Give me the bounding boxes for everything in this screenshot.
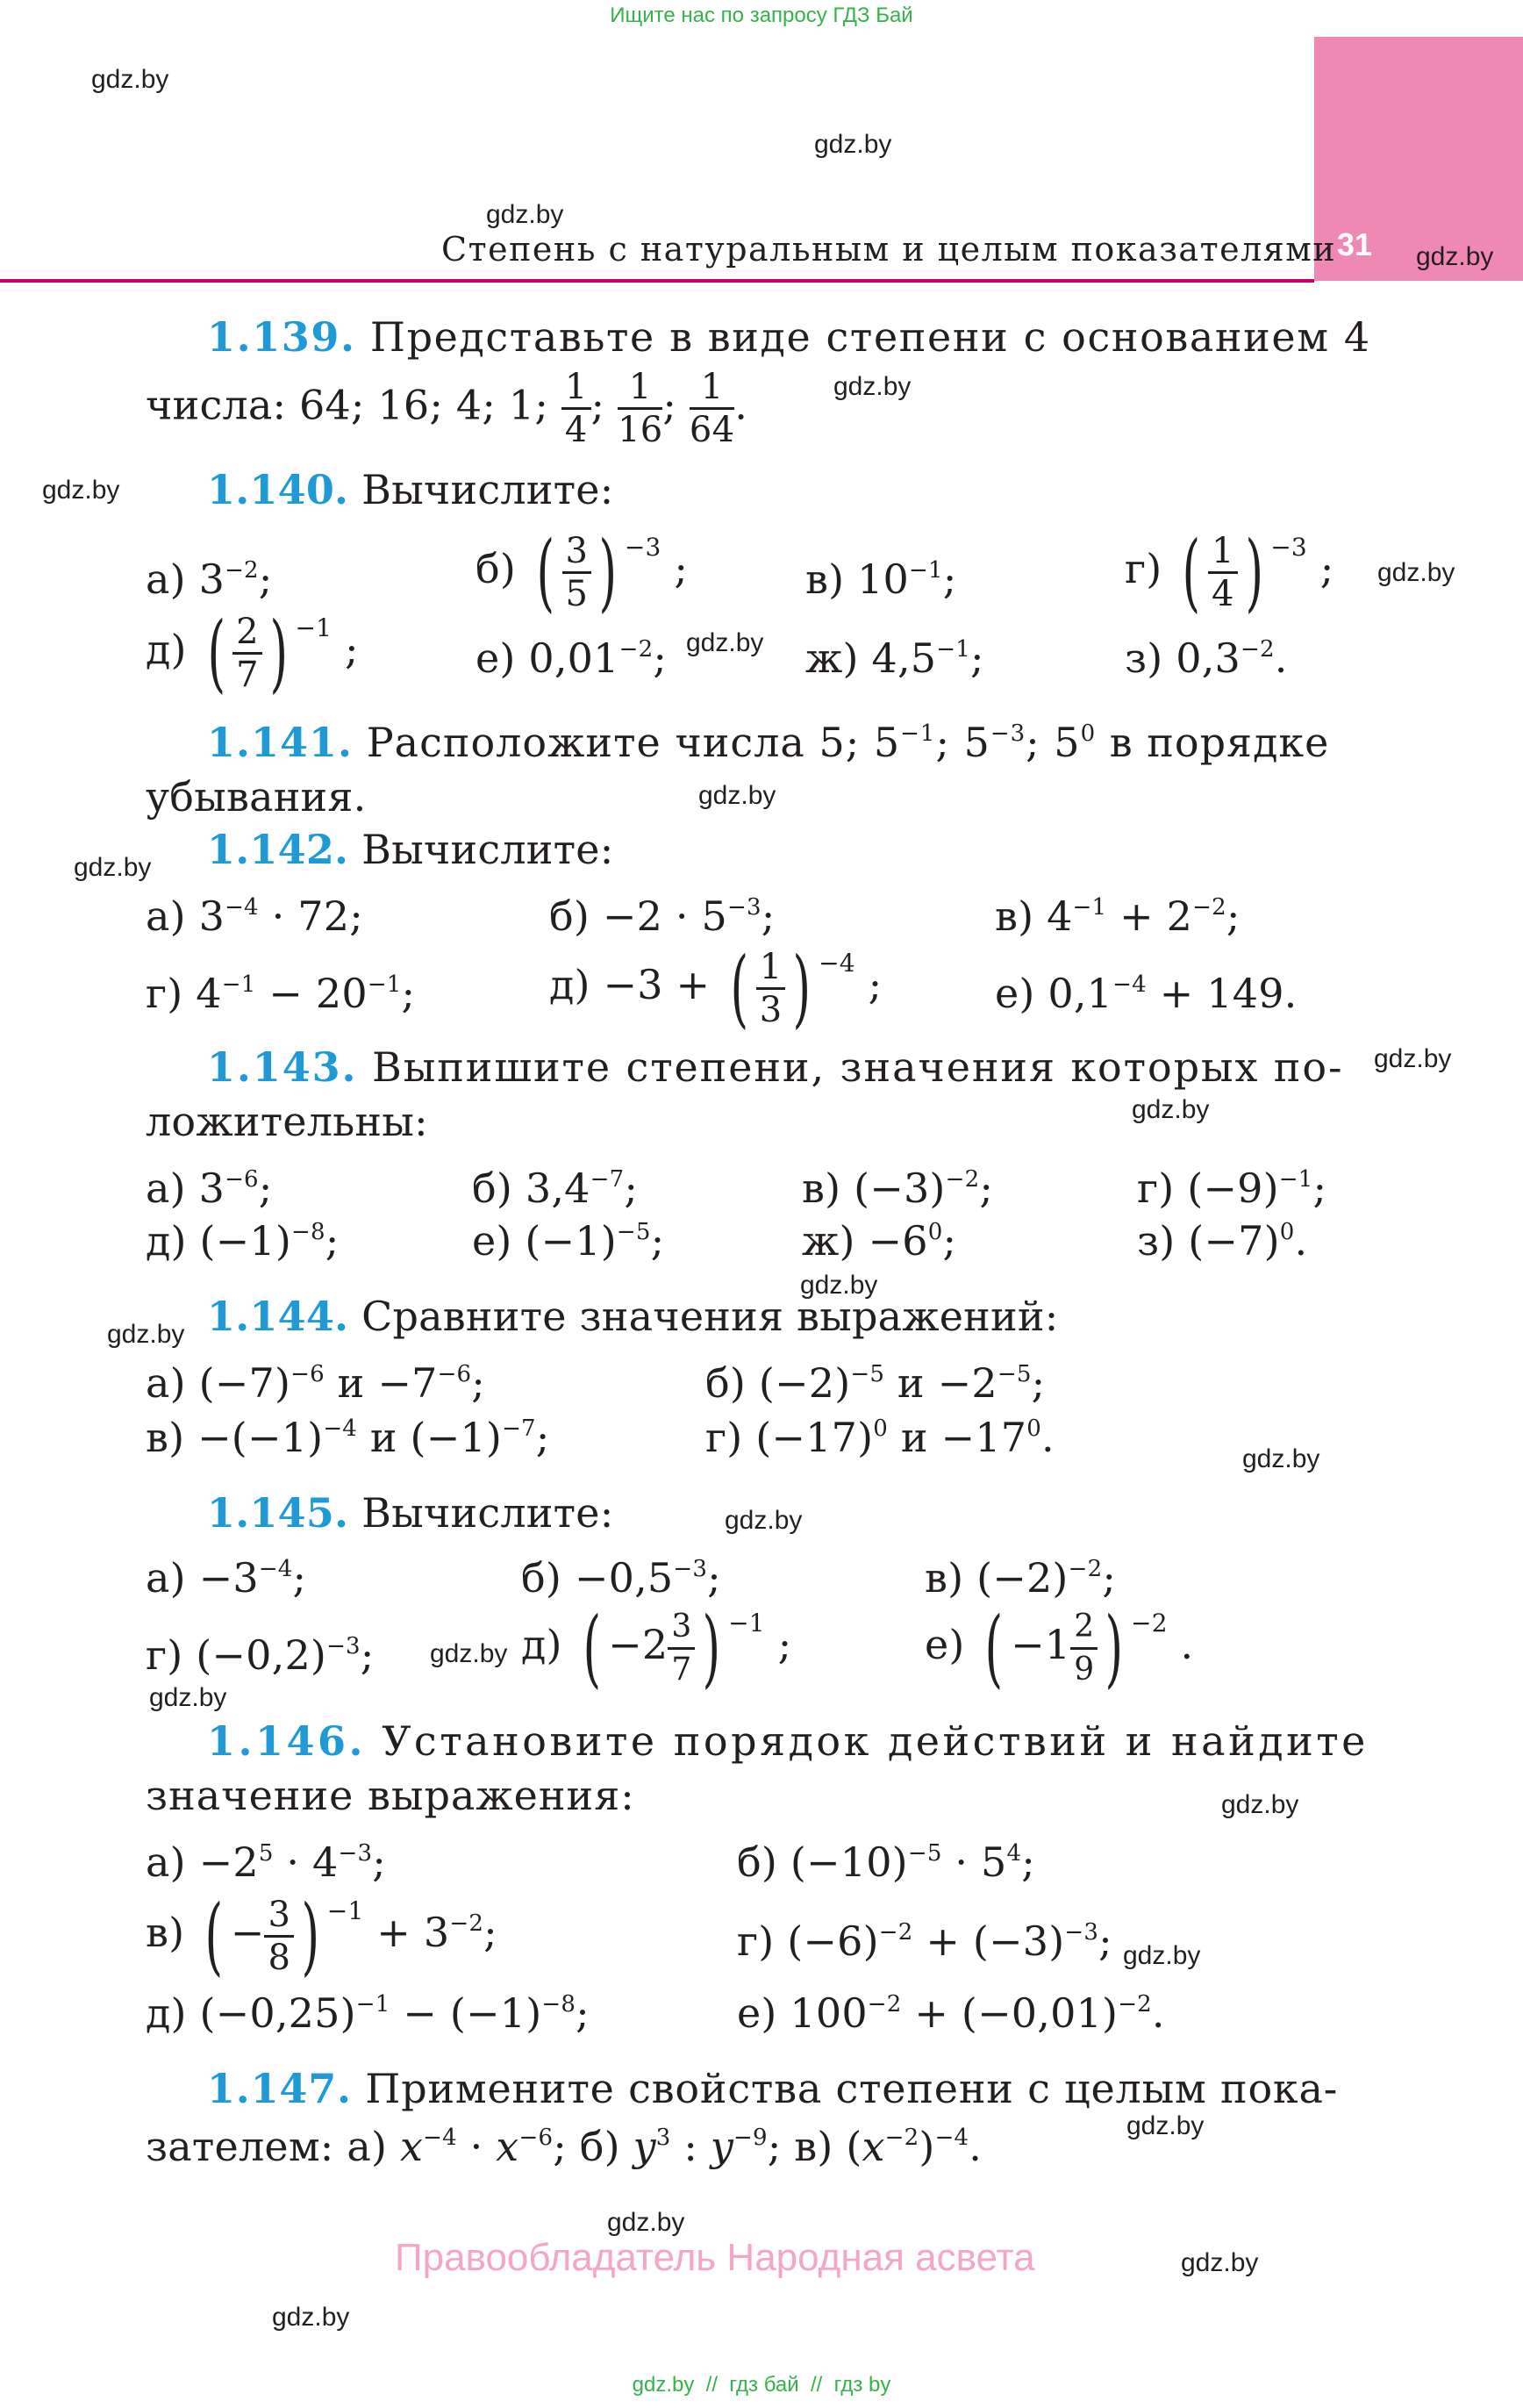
problem-text: Сравните значения выражений: — [361, 1293, 1059, 1340]
watermark: gdz.by — [1374, 1044, 1452, 1073]
watermark: gdz.by — [149, 1683, 227, 1712]
expr: г) $(-17)^0$ $и -17^0$. — [705, 1414, 1055, 1461]
watermark: gdz.by — [814, 130, 892, 159]
expr: г) $4^{-1} - 20^{-1}$; — [146, 970, 416, 1017]
problem-1-139-line1 — [207, 312, 1371, 362]
expr: д) ( $\frac{2}{7}$ ) −1 ; — [146, 604, 359, 702]
expr: д) ( −2 $\frac{3}{7}$ ) −1 ; — [521, 1599, 792, 1697]
problem-1-142-heading — [207, 825, 613, 874]
expr: д) −3 + ( $\frac{1}{3}$ ) −4 ; — [549, 939, 883, 1037]
watermark: gdz.by — [42, 476, 120, 505]
expr: з) $(-7)^0$. — [1137, 1217, 1308, 1265]
problem-text: Представьте в виде степени с основанием 4 — [369, 313, 1371, 361]
problem-number: 1.140. — [207, 466, 349, 513]
expr: $б) -2 \cdot 5^{-3}$; — [549, 892, 776, 940]
watermark: gdz.by — [698, 781, 776, 810]
problem-1-146-line2: значение выражения: — [146, 1772, 635, 1819]
expr: а) $3^{-6}$; — [146, 1165, 273, 1212]
expr: $а) -3^{-4}$; — [146, 1554, 307, 1602]
expr: з) $0,3^{-2}$. — [1125, 634, 1288, 682]
expr: б) $(-2)^{-5}$ $и -2^{-5}$; — [705, 1359, 1046, 1407]
problem-number: 1.147. — [207, 2065, 352, 2112]
problem-1-147-line2: зателем: а) $x^{-4} \cdot x^{-6}$; б) $y^3$ : $y^{-9}$; в) $(x^{-2})^{-4}$. — [146, 2123, 983, 2170]
expr: г) ( $\frac{1}{4}$ ) −3 ; — [1125, 523, 1334, 621]
expr: в) $4^{-1} + 2^{-2}$; — [995, 892, 1241, 940]
expr: в) $(-2)^{-2}$; — [925, 1554, 1117, 1602]
watermark: gdz.by — [272, 2303, 350, 2332]
problem-text: зателем: а) — [146, 2123, 388, 2170]
expr: е) $0,01^{-2}$; — [475, 634, 668, 682]
problem-number: 1.144. — [207, 1293, 349, 1340]
expr: $в) -(-1)^{-4}$ и $(-1)^{-7}$; — [146, 1414, 550, 1461]
expr: $а) -2^5 \cdot 4^{-3}$; — [146, 1838, 386, 1886]
expr: б) $3,4^{-7}$; — [472, 1165, 639, 1212]
expr: г) $(-0,2)^{-3}$; — [146, 1631, 375, 1679]
expr: б) ( $\frac{3}{5}$ ) −3 ; — [475, 523, 689, 621]
expr: ж) $4,5^{-1}$; — [805, 634, 984, 682]
copyright: Правообладатель Народная асвета — [395, 2236, 1035, 2279]
expr: а) $(-7)^{-6}$ $и -7^{-6}$; — [146, 1359, 485, 1407]
problem-1-147-line1 — [207, 2064, 1338, 2113]
footer-links[interactable]: gdz.by // гдз бай // гдз by — [632, 2373, 891, 2397]
page-number: 31 — [1337, 226, 1373, 262]
problem-text: Вычислите: — [361, 1489, 614, 1537]
problem-text: Вычислите: — [361, 826, 614, 873]
problem-1-139-line2: числа: 64; 16; 4; 1; $\frac{1}{4}$ ; $\frac{1}{16}$ ; $\frac{1}{64}$ . — [146, 367, 748, 450]
watermark: gdz.by — [607, 2208, 685, 2237]
expr: $б) -0,5^{-3}$; — [521, 1554, 721, 1602]
problem-text: числа: 64; 16; 4; 1; — [146, 381, 549, 429]
watermark: gdz.by — [1242, 1444, 1320, 1473]
problem-number: 1.143. — [207, 1043, 358, 1091]
problem-number: 1.146. — [207, 1717, 367, 1765]
watermark: gdz.by — [1123, 1941, 1201, 1970]
watermark: gdz.by — [1377, 558, 1455, 587]
problem-text: Расположите числа 5; 5 — [366, 719, 901, 766]
problem-text: Установите порядок действий и найдите — [382, 1717, 1369, 1765]
expr: а) $3^{-4} \cdot 72$; — [146, 892, 363, 940]
watermark: gdz.by — [1221, 1790, 1299, 1819]
expr: в) $10^{-1}$; — [805, 555, 957, 603]
expr: г) $(-6)^{-2} + (-3)^{-3}$; — [737, 1917, 1112, 1965]
problem-1-143-line1 — [207, 1043, 1343, 1092]
expr: г) $(-9)^{-1}$; — [1137, 1165, 1327, 1212]
expr: д) $(-1)^{-8}$; — [146, 1217, 340, 1265]
expr: в) $(-3)^{-2}$; — [802, 1165, 994, 1212]
watermark: gdz.by — [91, 65, 169, 94]
watermark: gdz.by — [74, 853, 152, 882]
page-title: Степень с натуральным и целым показателями — [441, 230, 1337, 269]
problem-text: Примените свойства степени с целым пока- — [365, 2065, 1339, 2112]
header-rule — [0, 279, 1314, 283]
expr: $ж) -6^0$; — [802, 1217, 957, 1265]
problem-1-141-line2: убывания. — [146, 773, 367, 821]
expr: д) $(-0,25)^{-1} - (-1)^{-8}$; — [146, 1989, 590, 2037]
watermark: gdz.by — [107, 1320, 185, 1349]
problem-1-141-line1: 1.141. Расположите числа 5; $5^{-1}$; $5^{-3}$; $5^0$ в порядке — [207, 719, 1330, 766]
problem-text: Вычислите: — [361, 466, 614, 513]
watermark: gdz.by — [725, 1506, 803, 1535]
watermark: gdz.by — [1132, 1095, 1210, 1124]
expr: е) $100^{-2} + (-0,01)^{-2}$. — [737, 1989, 1165, 2037]
expr: а) $3^{-2}$; — [146, 555, 273, 603]
problem-1-144-heading — [207, 1292, 1058, 1341]
problem-number: 1.141. — [207, 719, 354, 766]
expr: е) $(-1)^{-5}$; — [472, 1217, 665, 1265]
expr: в) ( − $\frac{3}{8}$ ) $-1 + 3^{-2}$; — [146, 1887, 497, 1985]
watermark: gdz.by — [686, 628, 764, 657]
problem-1-143-line2: ложительны: — [146, 1098, 428, 1145]
problem-number: 1.142. — [207, 826, 349, 873]
expr: е) ( −1 $\frac{2}{9}$ ) −2 . — [925, 1599, 1194, 1697]
watermark: gdz.by — [1416, 242, 1494, 271]
watermark: gdz.by — [1181, 2248, 1259, 2277]
watermark: gdz.by — [833, 372, 912, 401]
watermark: gdz.by — [486, 200, 564, 229]
problem-1-146-line1 — [207, 1716, 1369, 1766]
problem-number: 1.145. — [207, 1489, 349, 1537]
watermark: gdz.by — [430, 1639, 508, 1668]
watermark: gdz.by — [1126, 2111, 1205, 2140]
expr: б) $(-10)^{-5} \cdot 5^4$; — [737, 1838, 1035, 1886]
expr: е) $0,1^{-4} + 149$. — [995, 970, 1298, 1017]
problem-1-140-heading — [207, 465, 613, 514]
problem-number: 1.139. — [207, 313, 356, 361]
problem-1-145-heading — [207, 1488, 613, 1537]
top-banner: Ищите нас по запросу ГДЗ Бай — [610, 4, 913, 27]
problem-text: Выпишите степени, значения которых по- — [372, 1043, 1344, 1091]
watermark: gdz.by — [800, 1271, 878, 1300]
